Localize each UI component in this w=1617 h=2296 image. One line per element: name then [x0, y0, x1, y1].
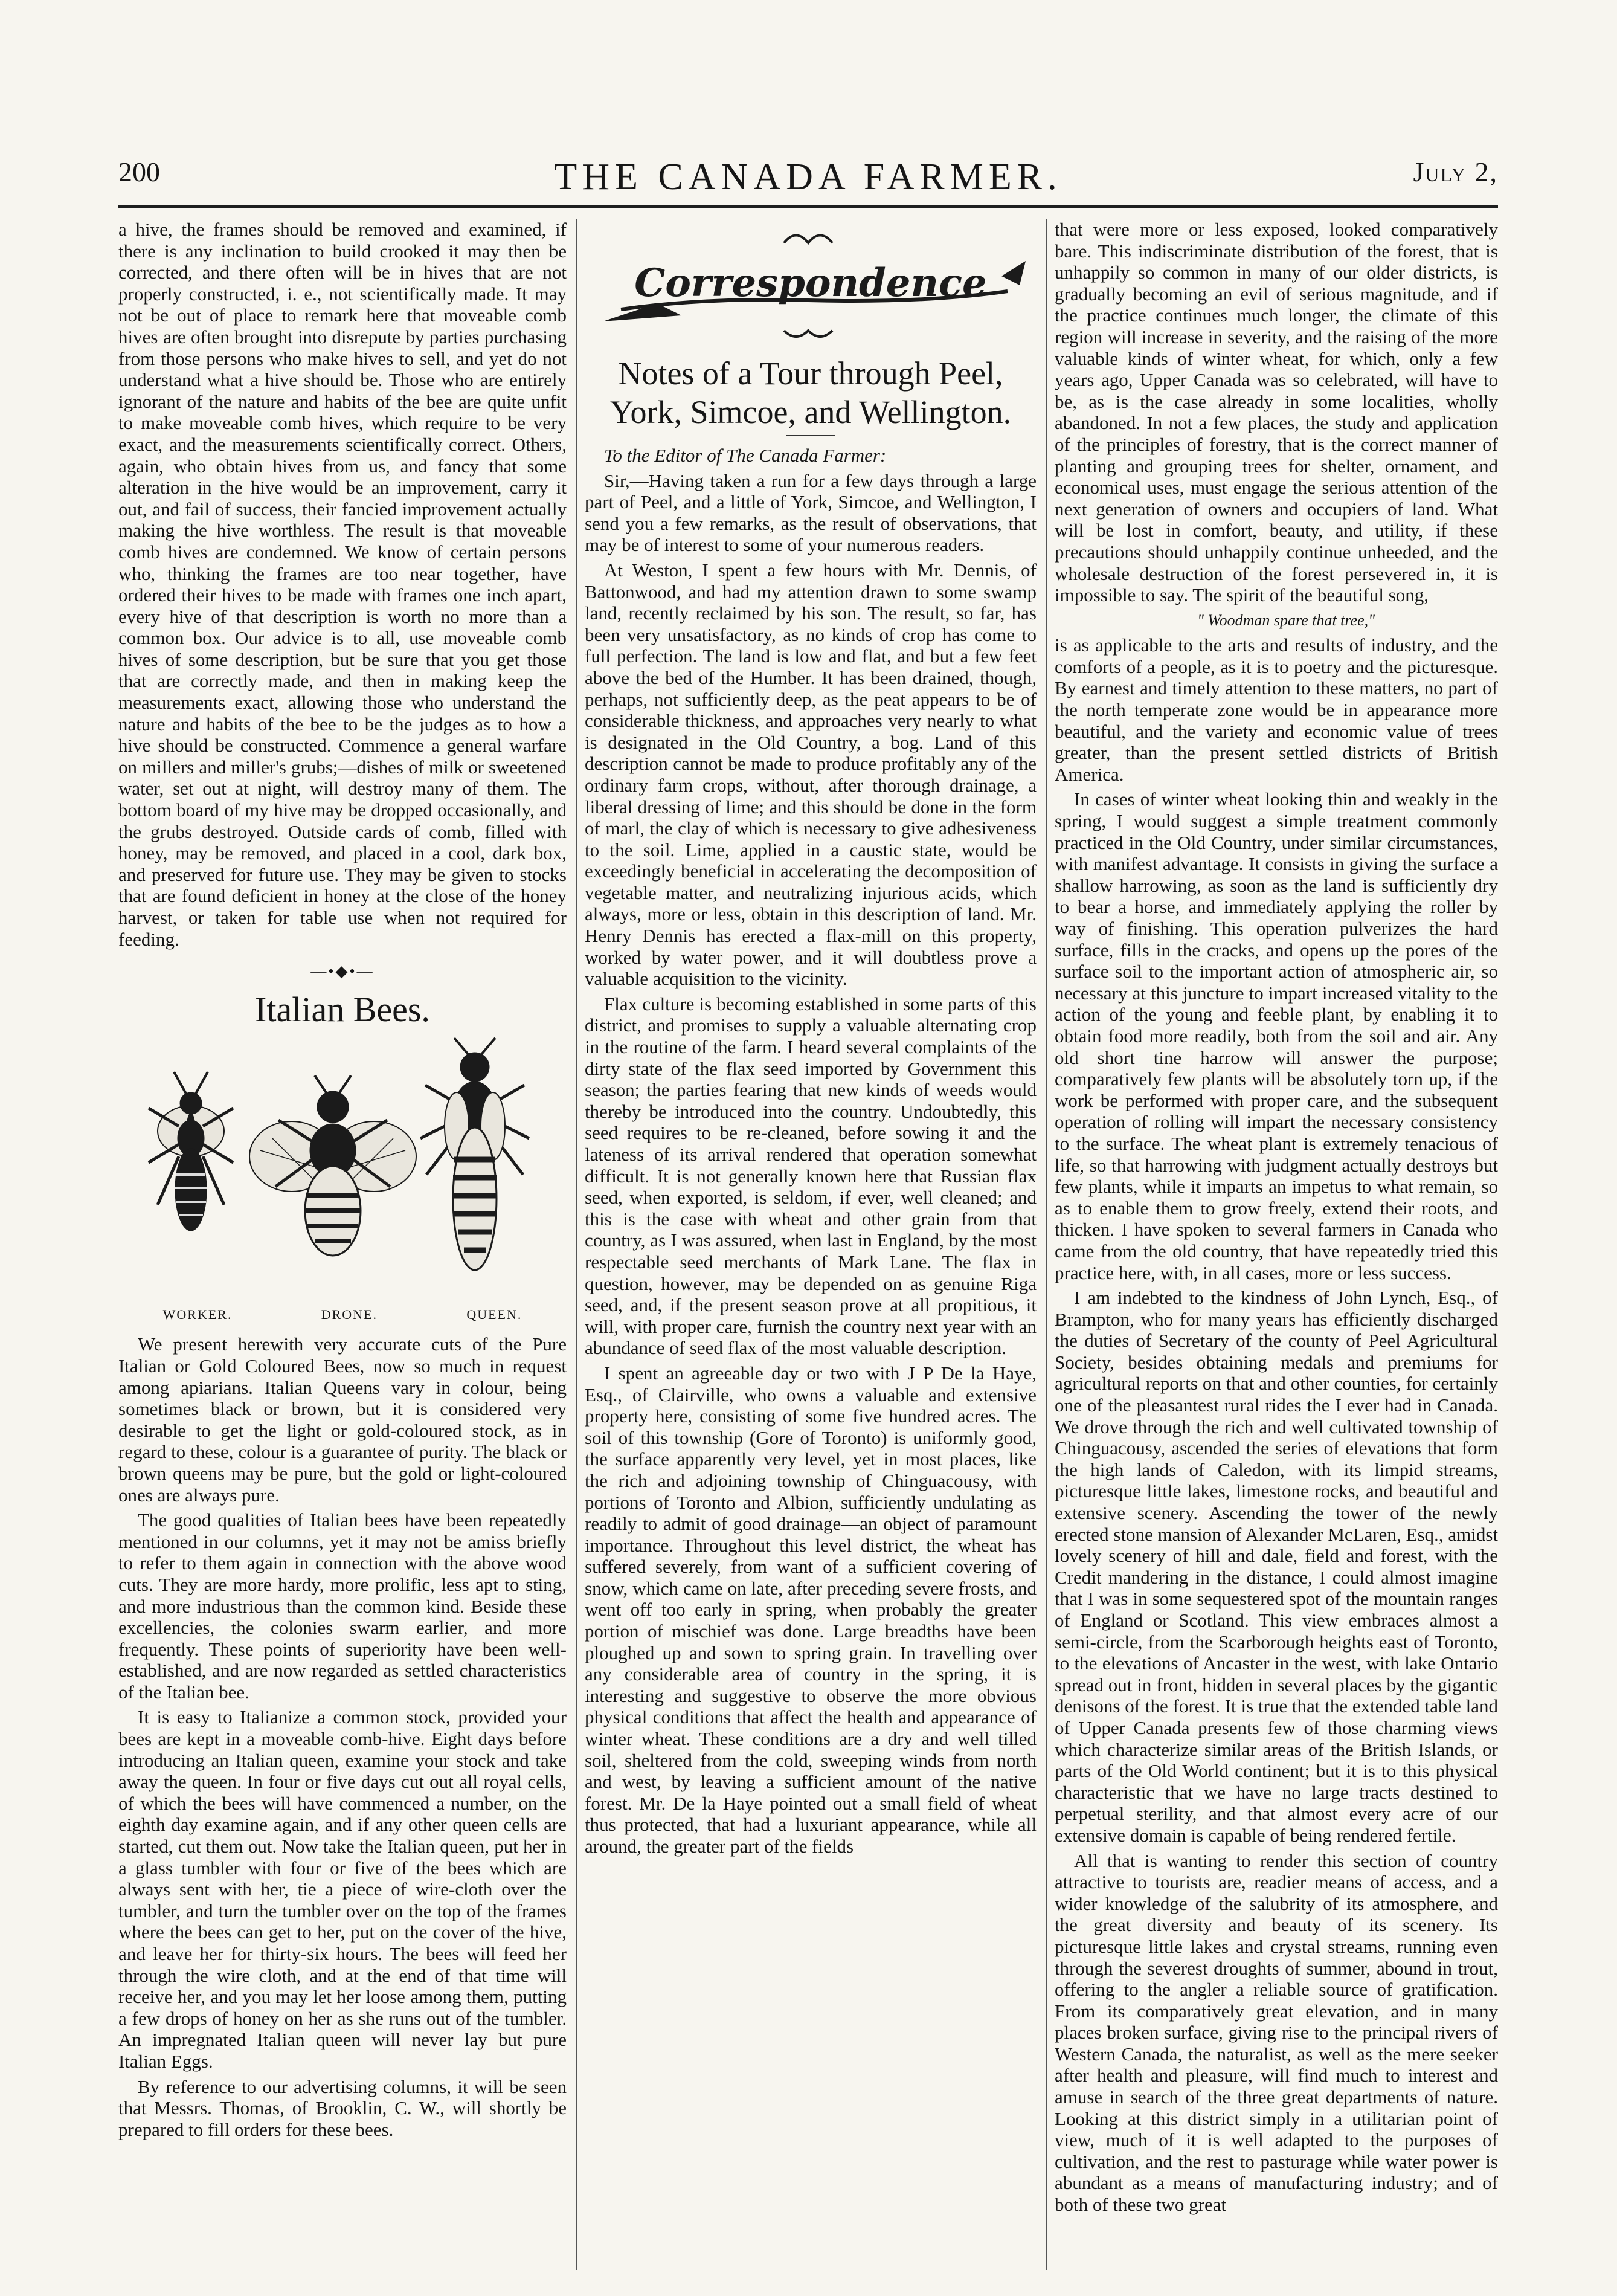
article-paragraph: is as applicable to the arts and results of industry, and the comforts of a people, as it is to poetry and the picturesque. By earnest and timely attention to these matters, no part of the north temperate zone would be in appearance more beautiful, and the variety and economic value of trees greater, than the present settled districts of British America.	[1055, 634, 1498, 785]
article-paragraph: a hive, the frames should be removed and examined, if there is any inclination to build crooked it may then be corrected, and there often will be in hives that are not properly constructed, i. e., not scientifically made. It may not be out of place to remark here that moveable comb hives are often brought into disrepute by parties purchasing from those persons who make hives to sell, and yet do not understand what a hive should be. Those who are entirely ignorant of the nature and habits of the bee are quite unfit to make moveable comb hives, which require to be very exact, and the measurements scientifically correct. Others, again, who obtain hives from us, and fancy that some alteration in the hive would be an improvement, carry it out, and fail of success, their fancied improvement actually making the hive worthless. The result is that moveable comb hives are condemned. We know of certain persons who, thinking the frames are too near together, have ordered their hives to be made with frames one inch apart, every hive of that description is worth no more than a common box. Our advice is to all, use moveable comb hives of some description, but be sure that you get those that are correctly made, and then in making keep the measurements exact, allowing those who understand the nature and habits of the bee to be the judges as to how a hive should be constructed. Commence a general warfare on millers and miller's grubs;—dishes of milk or sweetened water, set out at night, will destroy many of them. The bottom board of my hive may be dropped occasionally, and the grubs destroyed. Outside cards of comb, filled with honey, may be removed, and placed in a cool, dark box, and preserved for future use. They may be given to stocks that are found deficient in honey at the close of the honey harvest, or taken for table use when not required for feeding.	[118, 219, 567, 950]
caption-drone: DRONE.	[321, 1306, 378, 1322]
article-paragraph: It is easy to Italianize a common stock, provided your bees are kept in a moveable comb-hive. Eight days before introducing an Italian queen, examine your stock and take away the queen. In four or five days cut out all royal cells, of which the bees will have commenced a number, on the eighth day examine again, and if any other queen cells are started, cut them out. Now take the Italian queen, put her in a glass tumbler with four or five of the bees which are always sent with her, tie a piece of wire-cloth over the tumbler, and turn the tumbler over on the top of the frames where the bees can get to her, put on the cover of the hive, and leave her for thirty-six hours. The bees will feed her through the wire cloth, and at the end of that time will receive her, and you may let her loose among them, putting a few drops of honey on her as she runs out of the tumbler. An impregnated Italian queen will never lay but pure Italian Eggs.	[118, 1706, 567, 2072]
article-paragraph: We present herewith very accurate cuts of the Pure Italian or Gold Coloured Bees, now so much in request among apiarians. Italian Queens vary in colour, being sometimes black or brown, but it is considered very desirable to get the light or gold-coloured stock, as in regard to these, colour is a guarantee of purity. The black or brown queens may be pure, but the gold or light-coloured ones are always pure.	[118, 1333, 567, 1506]
caption-worker: WORKER.	[162, 1306, 233, 1322]
issue-date: July 2,	[1413, 156, 1498, 187]
page-number: 200	[118, 156, 160, 187]
column-2	[585, 219, 1037, 2270]
article-paragraph: Flax culture is becoming established in some parts of this district, and promises to supply a valuable alternating crop in the routine of the farm. I heard several complaints of the dirty state of the flax seed imported by Government this season; the parties fearing that new kinds of weeds would thereby be introduced into the country. Undoubtedly, this seed requires to be re-cleaned, before sowing it and the lateness of its arrival rendered that operation somewhat difficult. It is not generally known here that Russian flax seed, when exported, is seldom, if ever, well cleaned; and this is the case with wheat and other grain from that country, as I was assured, when last in England, by the most respectable seed merchants of Mark Lane. The flax in question, however, may be depended on as genuine Riga seed, and, if the present season prove at all propitious, it will, with proper care, furnish the country next year with an abundance of seed flax of the most valuable description.	[585, 993, 1037, 1359]
article-paragraph: I am indebted to the kindness of John Lynch, Esq., of Brampton, who for many years has efficiently discharged the duties of Secretary of the county of Peel Agricultural Society, besides obtaining medals and premiums for agricultural reports on that and other counties, for certainly one of the pleasantest rural rides the I ever had in Canada. We drove through the rich and well cultivated township of Chinguacousy, ascended the series of elevations that form the high lands of Caledon, with its limpid streams, picturesque little lakes, limestone rocks, and beautiful and extensive scenery. Ascending the tower of the newly erected stone mansion of Alexander McLaren, Esq., amidst lovely scenery of hill and dale, field and forest, with the Credit mandering in the distance, I could almost imagine that I was in some sequestered spot of the mountain ranges of England or Scotland. This view embraces almost a semi-circle, from the Scarborough heights east of Toronto, to the elevations of Ancaster in the west, with lake Ontario spread out in front, hidden in several places by the gigantic denisons of the forest. It is true that the extended table land of Upper Canada presents few of those charming views which characterize similar areas of the British Islands, or parts of the Old World continent; but it is to this physical characteristic that we have no large tracts destined to perpetual sterility, and that almost every acre of our extensive domain is capable of being rendered fertile.	[1055, 1287, 1498, 1846]
banner-title: Correspondence	[634, 260, 987, 306]
article-paragraph: In cases of winter wheat looking thin and weakly in the spring, I would suggest a simple treatment commonly practiced in the Old Country, under similar circumstances, with manifest advantage. It consists in giving the surface a shallow harrowing, as soon as the land is sufficiently dry to bear a horse, and immediately applying the roller by way of finishing. This operation pulverizes the hard surface, fills in the cracks, and opens up the pores of the surface soil to the important action of atmospheric air, so necessary at this juncture to impart increased vitality to the action of the young and feeble plant, by enabling it to obtain food more readily, both from the soil and air. Any old short tine harrow will answer the purpose; comparatively few plants will be absolutely torn up, if the work be performed with proper care, and the subsequent operation of rolling will impart the necessary consistency to the surface. The wheat plant is extremely tenacious of life, so that harrowing with judgment actually destroys but few plants, while it imparts an impetus to what remain, so as to enable them to grow freely, extend their roots, and thicken. I have spoken to several farmers in Canada who came from the old country, that have repeatedly tried this practice here, with, in all cases, more or less success.	[1055, 788, 1498, 1283]
quoted-verse: " Woodman spare that tree,"	[1197, 611, 1375, 629]
article-heading: Notes of a Tour through Peel, York, Simcoe, and Wellington.	[609, 355, 1012, 430]
article-paragraph: I spent an agreeable day or two with J P De la Haye, Esq., of Clairville, who owns a valuable and extensive property here, consisting of some five hundred acres. The soil of this township (Gore of Toronto) is uniformly good, the surface apparently very level, yet in most places, like the rich and adjoining township of Chinguacousy, with portions of Toronto and Albion, sufficiently undulating as readily to admit of good drainage—an object of paramount importance. Throughout this level district, the wheat has suffered severely, from want of a sufficient covering of snow, which came on late, after preceding severe frosts, and went off too early in spring, when probably the greater portion of mischief was done. Large breadths have been ploughed up and sown to spring grain. In travelling over any considerable area of country in the spring, it is interesting and suggestive to observe the more obvious physical conditions that affect the health and appearance of winter wheat. These conditions are a dry and well tilled soil, sheltered from the cold, sweeping winds from north and west, by leaving a sufficient amount of the native forest. Mr. De la Haye pointed out a small field of wheat thus protected, that had a luxuriant appearance, while all around, the greater part of the fields	[585, 1362, 1037, 1857]
caption-queen: QUEEN.	[466, 1306, 522, 1322]
article-heading: Italian Bees.	[255, 989, 430, 1029]
heading-rule	[786, 435, 835, 436]
article-paragraph: The good qualities of Italian bees have been repeatedly mentioned in our columns, yet it may not be amiss briefly to refer to them again in connection with the above wood cuts. They are more hardy, more prolific, less apt to sting, and more industrious than the common kind. Beside these excellencies, the colonies swarm earlier, and more frequently. These points of superiority have been well-established, and are now regarded as settled characteristics of the Italian bee.	[118, 1509, 567, 1703]
article-paragraph: that were more or less exposed, looked comparatively bare. This indiscriminate distribution of the forest, that is unhappily so common in many of our older districts, is gradually becoming an evil of serious magnitude, and if the practice continues much longer, the climate of this region will increase in severity, and the raising of the more valuable kinds of winter wheat, for which, only a few years ago, Upper Canada was so celebrated, will have to be, as is the case already in some localities, wholly abandoned. In not a few places, the study and application of the principles of forestry, that is the correct manner of planting and grouping trees for shelter, ornament, and economical uses, must engage the serious attention of the next generation of owners and occupiers of land. What will be lost in comfort, beauty, and utility, if these precautions should unhappily continue unheeded, and the wholesale destruction of the forest persevered in, it is impossible to say. The spirit of the beautiful song,	[1055, 219, 1498, 606]
header-rule	[118, 205, 1498, 208]
column-divider	[576, 219, 577, 2270]
column-1	[118, 219, 567, 2270]
article-paragraph: All that is wanting to render this section of country attractive to tourists are, readier means of access, and a wider knowledge of the salubrity of its atmosphere, and the great diversity and beauty of its scenery. Its picturesque little lakes and crystal streams, running even through the severest droughts of summer, abound in trout, offering to the angler a reliable source of gratification. From its comparatively great elevation, and in many places broken surface, giving rise to the principal rivers of Western Canada, the naturalist, as well as the mere seeker after health and pleasure, will find much to interest and amuse in search of the three great departments of nature. Looking at this district simply in a utilitarian point of view, much of it is well adapted to the purposes of cultivation, and the rest to pasturage while water power is abundant as a means of manufacturing industry; and of both of these two great	[1055, 1849, 1498, 2216]
article-paragraph: Sir,—Having taken a run for a few days through a large part of Peel, and a little of York, Simcoe, and Wellington, I send you a few remarks, as the result of observations, that may be of interest to some of your numerous readers.	[585, 469, 1037, 556]
drone-bee-figure	[249, 1075, 416, 1256]
bee-captions	[118, 1304, 567, 1326]
masthead: THE CANADA FARMER.	[554, 156, 1062, 198]
page-header	[118, 156, 1498, 204]
article-paragraph: At Weston, I spent a few hours with Mr. Dennis, of Battonwood, and had my attention drawn to some swamp land, recently reclaimed by his son. The result, so far, has been very unsatisfactory, as no kinds of crop has come to full perfection. The land is low and flat, and but a few feet above the bed of the Humber. It has been drained, though, perhaps, not sufficiently deep, as the peat appears to be of considerable thickness, and approaches very nearly to what is designated in the Old Country, a bog. Land of this description cannot be made to produce profitably any of the ordinary farm crops, without, after thorough drainage, a liberal dressing of lime; and this should be done in the form of marl, the clay of which is necessary to give adhesiveness to the soil. Lime, applied in a caustic state, would be exceedingly beneficial in accelerating the decomposition of vegetable matter, and neutralizing injurious acids, which always, more or less, obtain in this description of land. Mr. Henry Dennis has erected a flax-mill on this property, worked by water power, and it will doubtless prove a valuable acquisition to the vicinity.	[585, 559, 1037, 990]
article-paragraph: By reference to our advertising columns, it will be seen that Messrs. Thomas, of Brooklin, C. W., will shortly be prepared to fill orders for these bees.	[118, 2075, 567, 2140]
column-3	[1055, 219, 1498, 2270]
salutation: To the Editor of The Canada Farmer:	[604, 445, 887, 466]
queen-bee-figure	[420, 1038, 529, 1270]
bees-illustration	[118, 1036, 567, 1301]
section-ornament: —•◆•—	[310, 963, 375, 981]
column-divider	[1046, 219, 1047, 2270]
correspondence-banner	[585, 219, 1037, 346]
worker-bee-figure	[149, 1072, 233, 1231]
